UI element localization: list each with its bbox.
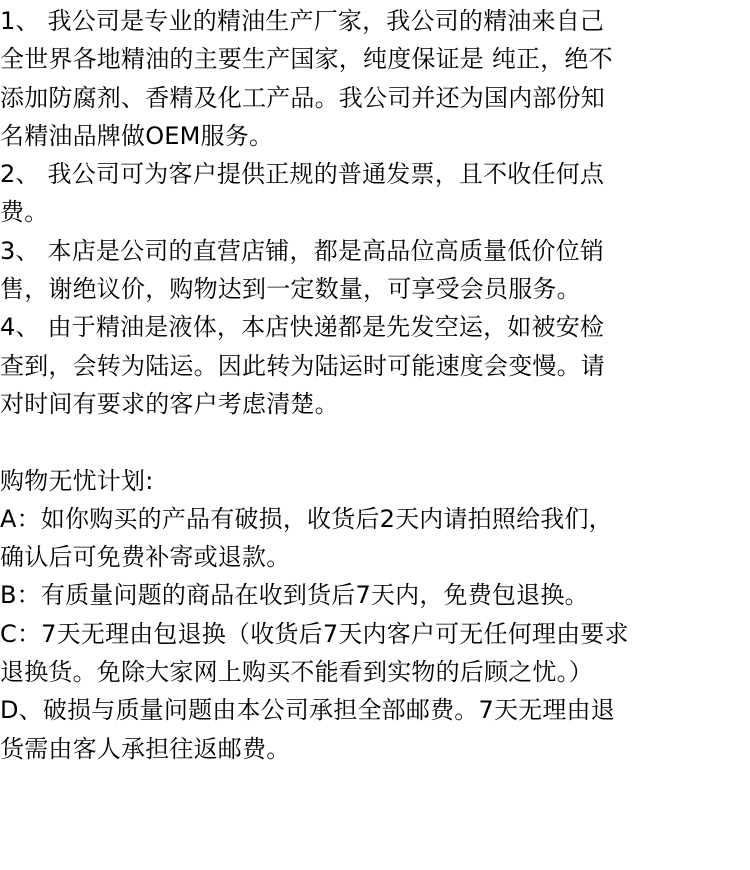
item-1-line-2: 全世界各地精油的主要生产国家，纯度保证是 纯正，绝不 <box>0 45 613 74</box>
item-3-line-1: 3、 本店是公司的直营店铺，都是高品位高质量低价位销 <box>0 236 605 265</box>
item-1-line-1: 1、 我公司是专业的精油生产厂家，我公司的精油来自己 <box>0 7 605 35</box>
item-1-line-4: 名精油品牌做OEM服务。 <box>0 121 274 150</box>
plan-c-line-1: C：7天无理由包退换（收货后7天内客户可无任何理由要求 <box>0 619 629 648</box>
item-4-line-2: 查到，会转为陆运。因此转为陆运时可能速度会变慢。请 <box>0 351 605 380</box>
spacer <box>0 423 750 461</box>
plan-c-line-2: 退换货。免除大家网上购买不能看到实物的后顾之忧。） <box>0 658 593 687</box>
plan-d-line-1: D、破损与质量问题由本公司承担全部邮费。7天无理由退 <box>0 696 615 725</box>
item-4 <box>0 308 750 423</box>
item-3 <box>0 232 750 309</box>
item-2-line-2: 费。 <box>0 198 49 227</box>
plan-title: 购物无忧计划: <box>0 466 154 495</box>
item-2-line-1: 2、 我公司可为客户提供正规的普通发票，且不收任何点 <box>0 160 605 189</box>
item-4-line-3: 对时间有要求的客户考虑清楚。 <box>0 389 339 418</box>
plan-a <box>0 500 750 577</box>
plan-b-line-1: B：有质量问题的商品在收到货后7天内，免费包退换。 <box>0 581 589 610</box>
plan-a-line-2: 确认后可免费补寄或退款。 <box>0 543 291 572</box>
item-1 <box>0 2 750 155</box>
plan-c <box>0 615 750 692</box>
item-4-line-1: 4、 由于精油是液体，本店快递都是先发空运，如被安检 <box>0 313 605 342</box>
item-1-line-3: 添加防腐剂、香精及化工产品。我公司并还为国内部份知 <box>0 83 605 112</box>
item-2 <box>0 155 750 232</box>
item-3-line-2: 售，谢绝议价，购物达到一定数量，可享受会员服务。 <box>0 275 581 304</box>
plan-b <box>0 576 750 614</box>
plan-d-line-2: 货需由客人承担往返邮费。 <box>0 734 291 763</box>
plan-d <box>0 691 750 768</box>
plan-a-line-1: A：如你购买的产品有破损，收货后2天内请拍照给我们， <box>0 504 613 533</box>
